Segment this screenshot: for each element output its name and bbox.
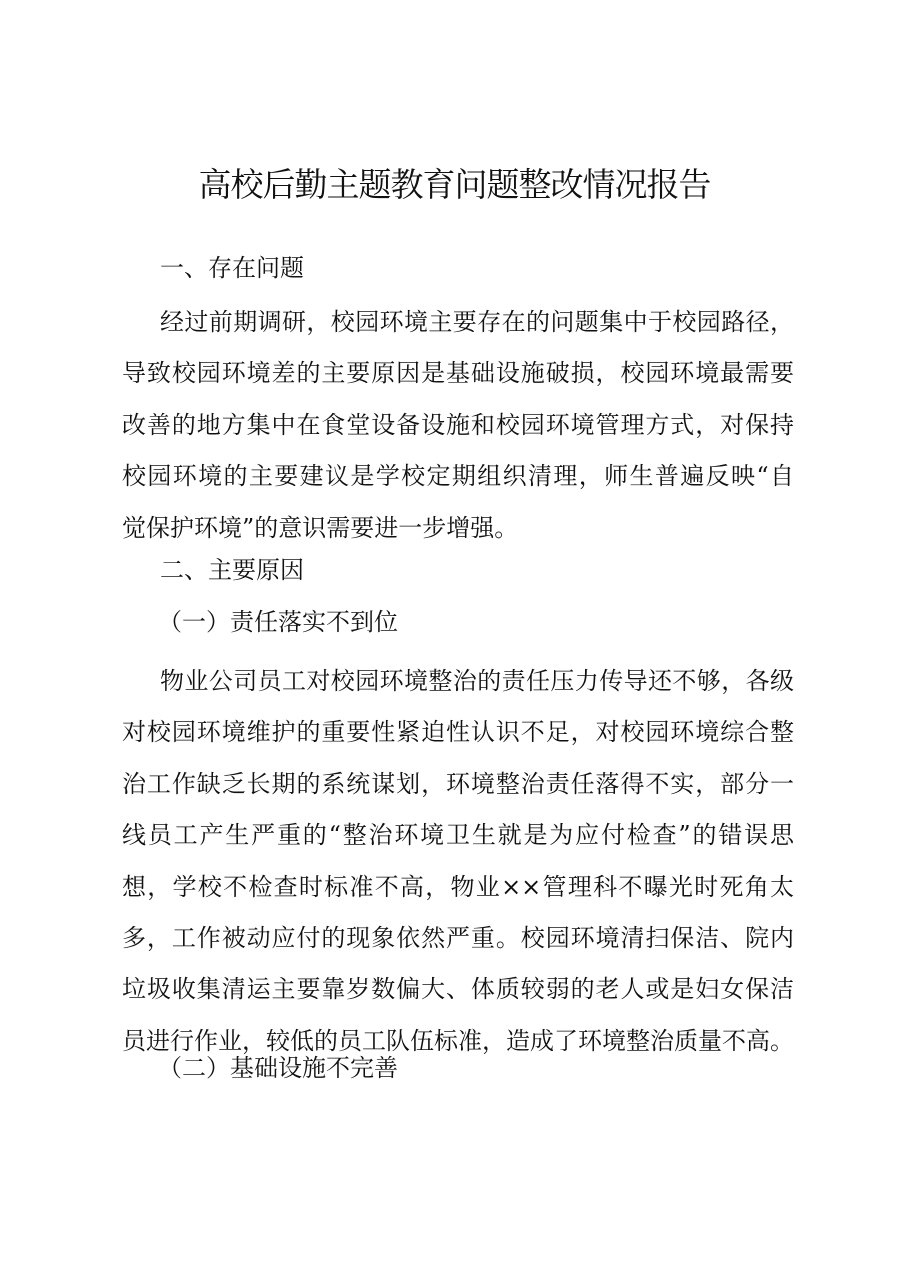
- paragraph-responsibility: [122, 656, 794, 1067]
- paragraph-line: 想，学校不检查时标准不高，物业××管理科不曝光时死角太: [122, 872, 794, 901]
- subsection-heading-responsibility: （一）责任落实不到位: [158, 608, 398, 636]
- section-heading-causes: 二、主要原因: [160, 556, 304, 584]
- paragraph-line: 员进行作业，较低的员工队伍标准，造成了环境整治质量不高。: [122, 1026, 794, 1055]
- paragraph-problems: [122, 297, 794, 554]
- paragraph-line: 觉保护环境”的意识需要进一步增强。: [122, 513, 519, 542]
- paragraph-line: 导致校园环境差的主要原因是基础设施破损，校园环境最需要: [122, 359, 794, 388]
- paragraph-line: 校园环境的主要建议是学校定期组织清理，师生普遍反映“自: [122, 462, 794, 491]
- paragraph-line: 多，工作被动应付的现象依然严重。校园环境清扫保洁、院内: [122, 924, 794, 953]
- subsection-heading-infrastructure: （二）基础设施不完善: [158, 1054, 398, 1082]
- paragraph-line: 垃圾收集清运主要靠岁数偏大、体质较弱的老人或是妇女保洁: [122, 975, 794, 1004]
- paragraph-line: 经过前期调研，校园环境主要存在的问题集中于校园路径，: [160, 308, 794, 336]
- document-title: 高校后勤主题教育问题整改情况报告: [198, 165, 711, 204]
- paragraph-line: 物业公司员工对校园环境整治的责任压力传导还不够，各级: [160, 667, 794, 695]
- paragraph-line: 对校园环境维护的重要性紧迫性认识不足，对校园环境综合整: [122, 718, 794, 747]
- paragraph-line: 治工作缺乏长期的系统谋划，环境整治责任落得不实，部分一: [122, 769, 794, 798]
- paragraph-line: 改善的地方集中在食堂设备设施和校园环境管理方式，对保持: [122, 410, 794, 439]
- section-heading-problems: 一、存在问题: [160, 254, 304, 282]
- paragraph-line: 线员工产生严重的“整治环境卫生就是为应付检查”的错误思: [122, 821, 794, 850]
